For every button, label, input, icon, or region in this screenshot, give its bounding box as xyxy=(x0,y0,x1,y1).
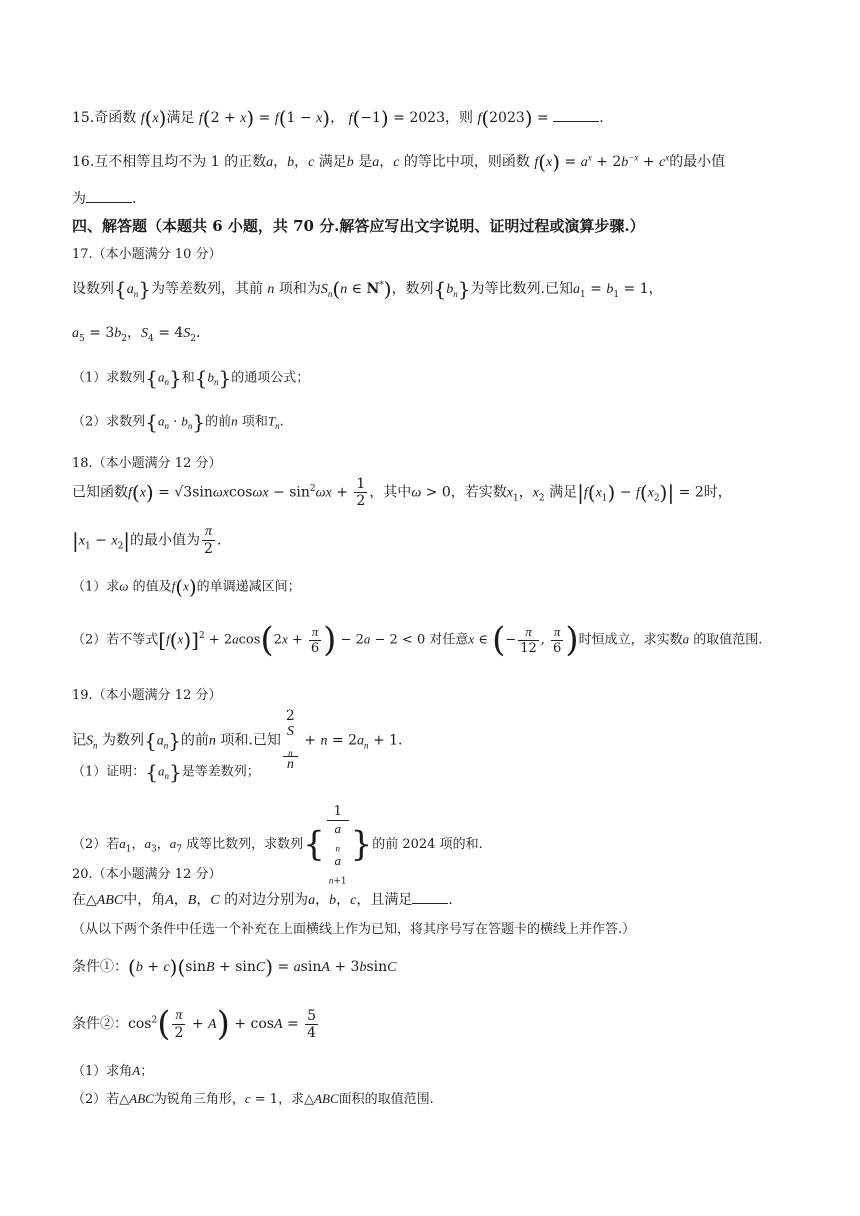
q19-stem: 记$S_n$ 为数列$\{a_n\}$的前n 项和.已知 2 S $_n$ n + $n = 2a_n + 1$. xyxy=(72,708,403,772)
q17-header: 17.（本小题满分 10 分） xyxy=(72,247,222,262)
math: f xyxy=(140,111,145,126)
answer-blank xyxy=(412,891,448,904)
q18-stem: 已知函数$f(x) = √3\sin\omega xcos\omega x - \sin^2\omega x$ + $\frac{1}{2}$ ，其中ω > 0，若实数$x_1$，$x_2$ 满足$|f(x_1) - f(x_2)| = 2$时， xyxy=(72,476,732,509)
q20-condition2: 条件②：$\cos^2$( $\frac{\pi}{2}$ + A) + cosA = $\frac{5}{4}$ xyxy=(72,1004,317,1044)
q15: 15.奇函数 f(x)满足 f(2 + x) = f(1 − x)， f(−1) = 2023，则 f(2023) = . xyxy=(72,106,604,130)
answer-blank xyxy=(553,109,599,122)
q17-stem: 设数列$\{a_n\}$为等差数列，其前 n 项和为$S_n(n$ ∈ N*)，数列$\{b_n\}$为等比数列.已知$a_1 = b_1 = 1$， xyxy=(72,277,663,301)
q19-header: 19.（本小题满分 12 分） xyxy=(72,688,222,703)
q17-part2: （2）求数列$\{a_n \cdot b_n\}$的前n 项和$T_n$. xyxy=(72,410,284,434)
q16-line2: 为 . xyxy=(72,191,137,207)
q20-part2: （2）若△ABC为锐角三角形，c = 1，求△ABC面积的取值范围. xyxy=(72,1091,434,1107)
q18-stem2: $|x_1 - x_2|$的最小值为 $\frac{\pi}{2}$ . xyxy=(72,524,222,557)
math: f xyxy=(198,111,203,126)
q20-condition1: 条件①：(b + c)(sinB + sinC) = asinA + 3bsinC xyxy=(72,955,397,979)
section-title: 四、解答题（本题共 6 小题，共 70 分.解答应写出文字说明、证明过程或演算步骤.） xyxy=(72,217,645,235)
q16: 16.互不相等且均不为 1 的正数a，b，c 满足b 是a，c 的等比中项，则函数 $f(x) = a^x + 2b^{-x} + c^x$的最小值 xyxy=(72,150,726,174)
answer-blank xyxy=(86,190,132,203)
q17-stem2: $a_5 = 3b_2$，$S_4 = 4S_2$. xyxy=(72,325,201,344)
q19-part1: （1）证明：$\{a_n\}$是等差数列； xyxy=(72,760,260,784)
q18-header: 18.（本小题满分 12 分） xyxy=(72,456,222,471)
q18-part2: （2）若不等式$[f(x)]^2 + 2acos(2x$ + $\frac{\pi}{6}$ ) − 2a − 2 < 0 对任意x ∈ (− $\frac{\pi}{12}$ , $\frac{\pi}{6}$ )时恒成立，求实数a 的取值范围. xyxy=(72,620,763,660)
q20-header: 20.（本小题满分 12 分） xyxy=(72,867,222,882)
q17-part1: （1）求数列$\{a_n\}$和$\{b_n\}$的通项公式； xyxy=(72,366,310,390)
q19-part2: （2）若$a_1$，$a_3$，$a_7$ 成等比数列，求数列{ 1 a $_n$ a $_{n+1}$ }的前 2024 项的和. xyxy=(72,804,483,887)
q20-stem: 在△ABC中，角A，B，C 的对边分别为a，b，c，且满足 . xyxy=(72,892,453,908)
q20-part1: （1）求角A； xyxy=(72,1063,154,1079)
q18-part1: （1）求ω 的值及f(x)的单调递减区间； xyxy=(72,575,301,599)
q20-note: （从以下两个条件中任选一个补充在上面横线上作为已知，将其序号写在答题卡的横线上并作答.） xyxy=(72,922,636,937)
